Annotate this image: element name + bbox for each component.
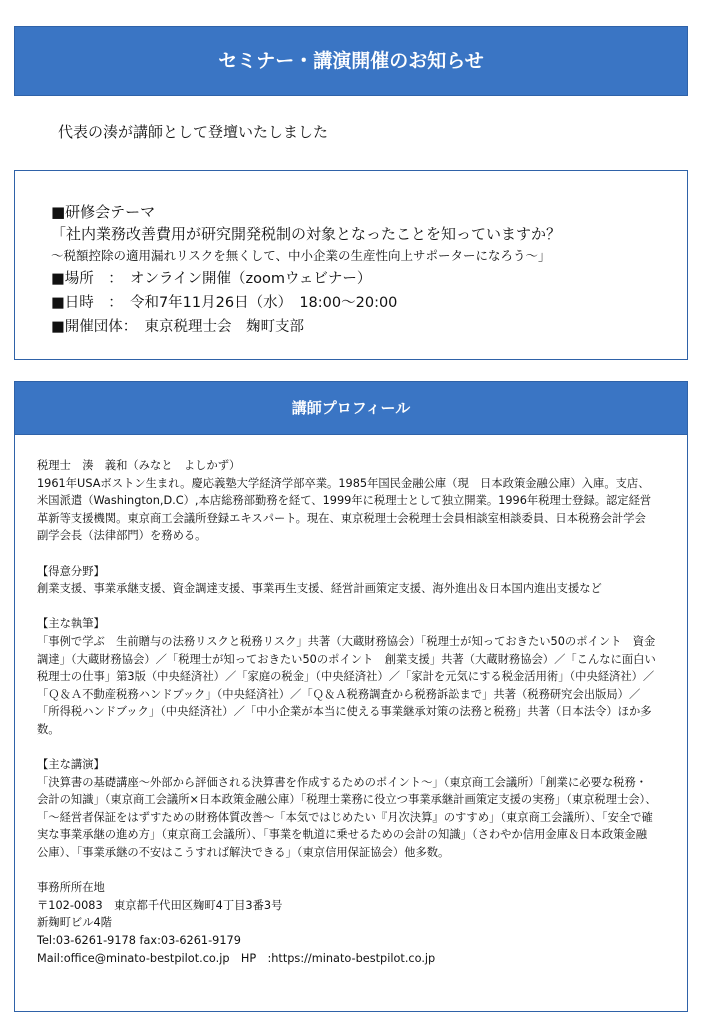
seminar-subtitle: 〜税額控除の適用漏れリスクを無くして、中小企業の生産性向上サポーターになろう〜」 (51, 248, 551, 263)
seminar-title: 「社内業務改善費用が研究開発税制の対象となったことを知っていますか？ (51, 225, 562, 243)
profile-header-title: 講師プロフィール (291, 399, 411, 417)
page-title-banner (14, 26, 688, 96)
office-mail-homepage: Mail:office@minato-bestpilot.co.jp HP :https://minato-bestpilot.co.jp (37, 951, 436, 965)
office-heading: 事務所所在地 (37, 881, 105, 895)
lectures-text: 「決算書の基礎講座〜外部から評価される決算書を作成するためのポイント〜」（東京商工会議所）「創業に必要な税務・会計の知識」（東京商工会議所×日本政策金融公庫）「税理士業務に役立つ事業承継計画策定支援の実務」（東京税理士会）、「〜経営者保証をはずすための財務体質改善〜「本気ではじめたい『月次決算』のすすめ」（東京商工会議所）、「安全で確実な事業承継の進め方」（東京商工会議所）、「事業を軌道に乗せるための会計の知識」（さわやか信用金庫＆日本政策金融公庫）、「事業承継の不安はこうすれば解決できる」（東京信用保証協会）他多数。 (37, 775, 657, 860)
seminar-organizer: ■開催団体： 東京税理士会 麹町支部 (51, 319, 304, 335)
specialty-text: 創業支援、事業承継支援、資金調達支援、事業再生支援、経営計画策定支援、海外進出＆日本国内進出支援など (37, 582, 602, 596)
seminar-info-box (14, 170, 688, 360)
theme-label: ■研修会テーマ (51, 203, 156, 221)
page-title: セミナー・講演開催のお知らせ (218, 50, 484, 72)
office-address-line1: 〒102-0083 東京都千代田区麹町4丁目3番3号 (37, 898, 283, 912)
specialty-heading: 【得意分野】 (37, 564, 105, 578)
writings-heading: 【主な執筆】 (37, 617, 105, 631)
intro-text: 代表の湊が講師として登壇いたしました (58, 123, 329, 141)
profile-header-banner (14, 381, 688, 435)
lecturer-name: 税理士 湊 義和（みなと よしかず） (37, 459, 241, 472)
writings-text: 「事例で学ぶ 生前贈与の法務リスクと税務リスク」共著（大蔵財務協会）「税理士が知っておきたい50のポイント 資金調達」（大蔵財務協会）／「税理士が知っておきたい50のポイント 創業支援」共著（大蔵財務協会）／「こんなに面白い税理士の仕事」第3版（中央経済社）／「家庭の税金」（中央経済社）／「家計を元気にする税金活用術」（中央経済社）／「Ｑ＆Ａ不動産税務ハンドブック」（中央経済社）／「Ｑ＆Ａ税務調査から税務訴訟まで」共著（税務研究会出版局）／「所得税ハンドブック」（中央経済社）／「中小企業が本当に使える事業継承対策の法務と税務」共著（日本法令）ほか多数。 (37, 634, 656, 736)
seminar-place: ■場所 ： オンライン開催（zoomウェビナー） (51, 271, 372, 287)
lectures-heading: 【主な講演】 (37, 758, 105, 772)
office-phone-fax: Tel:03-6261-9178 fax:03-6261-9179 (37, 934, 241, 948)
profile-box (14, 434, 688, 1012)
office-address-line2: 新麹町ビル4階 (37, 916, 112, 930)
lecturer-bio: 1961年USAボストン生まれ。慶応義塾大学経済学部卒業。1985年国民金融公庫（現 日本政策金融公庫）入庫。支店、米国派遣（Washington,D.C）,本店総務部勤務を経て、1999年に税理士として独立開業。1996年税理士登録。認定経営革新等支援機関。東京商工会議所登録エキスパート。現在、東京税理士会税理士会員相談室相談委員、日本税務会計学会副学会長（法律部門）を務める。 (37, 476, 652, 543)
seminar-datetime: ■日時 ： 令和7年11月26日（水） 18:00〜20:00 (51, 295, 398, 311)
